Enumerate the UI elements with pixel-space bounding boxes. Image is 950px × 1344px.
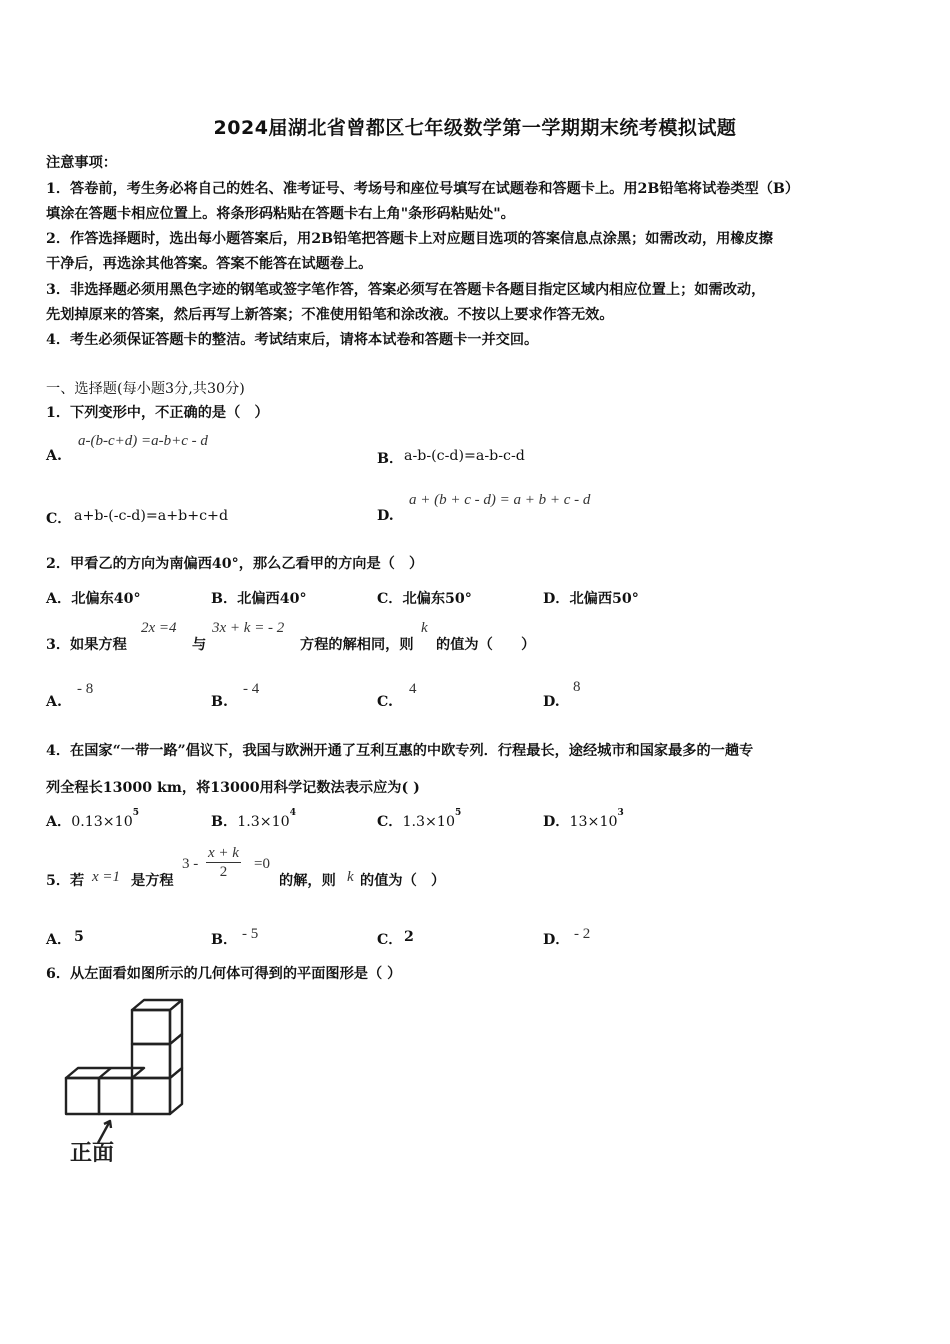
q3-equation-1: 2x =4	[141, 620, 177, 636]
notice-line: 先划掉原来的答案，然后再写上新答案；不准使用铅笔和涂改液。不按以上要求作答无效。	[46, 307, 614, 323]
cube-front-face	[66, 1078, 99, 1114]
q1-option-d-label: D.	[377, 508, 394, 524]
q5-option-b-value: - 5	[242, 926, 259, 942]
q4-option-b: B．$1.3\times 10^4$	[211, 808, 296, 830]
cube-side-face	[170, 1000, 182, 1044]
q3-connector: 与	[192, 637, 207, 653]
q4-option-a: A．$0.13\times 10^5$	[46, 808, 139, 830]
q1-option-d-math: a + (b + c - d) = a + b + c - d	[409, 492, 591, 508]
notice-heading: 注意事项：	[46, 155, 117, 171]
q3-option-a-label: A.	[46, 694, 62, 710]
q3-option-d-label: D.	[543, 694, 560, 710]
q3-suffix: 的值为（ ）	[436, 637, 536, 653]
q2-option-a: A．北偏东40°	[46, 591, 141, 607]
question-1-stem: 1．下列变形中，不正确的是（ ）	[46, 405, 269, 421]
q5-equation-left: 3 -	[182, 856, 199, 872]
q3-option-d-value: 8	[573, 679, 581, 695]
q5-fraction	[206, 844, 241, 881]
q5-option-b-label: B．	[211, 932, 238, 948]
q1-option-c-label: C．	[46, 511, 72, 527]
q1-option-a-math: a-(b-c+d) =a-b+c - d	[78, 433, 208, 449]
question-4-line-1: 4．在国家“一带一路”倡议下，我国与欧洲开通了互利互惠的中欧专列．行程最长，途经城市和国家最多的一趟专	[46, 743, 754, 759]
q5-middle: 是方程	[131, 873, 174, 889]
q1-option-c-text: a+b-(-c-d)=a+b+c+d	[74, 508, 229, 524]
q5-option-c-value: 2	[404, 929, 414, 945]
q3-variable: k	[421, 620, 428, 636]
q5-fraction-denominator: 2	[219, 864, 228, 880]
notice-line: 4．考生必须保证答题卡的整洁。考试结束后，请将本试卷和答题卡一并交回。	[46, 332, 539, 348]
question-2-stem: 2．甲看乙的方向为南偏西40°，那么乙看甲的方向是（ ）	[46, 556, 424, 572]
question-5-prefix: 5．若	[46, 873, 85, 889]
q1-option-a-label: A.	[46, 448, 62, 464]
q5-option-d-label: D．	[543, 932, 570, 948]
front-label: 正面	[70, 1141, 115, 1166]
notice-line: 3．非选择题必须用黑色字迹的钢笔或签字笔作答，答案必须写在答题卡各题目指定区域内相应位置上；如需改动，	[46, 282, 766, 298]
q2-option-b: B．北偏西40°	[211, 591, 307, 607]
q5-option-a-value: 5	[74, 929, 84, 945]
q3-option-b-label: B.	[211, 694, 228, 710]
notice-line: 填涂在答题卡相应位置上。将条形码粘贴在答题卡右上角"条形码粘贴处"。	[46, 206, 515, 222]
q3-option-b-value: - 4	[243, 681, 260, 697]
q2-option-d: D．北偏西50°	[543, 591, 639, 607]
question-6-stem: 6．从左面看如图所示的几何体可得到的平面图形是（ ）	[46, 966, 402, 982]
q5-option-d-value: - 2	[574, 926, 591, 942]
q5-suffix-b: 的值为（ ）	[360, 873, 446, 889]
q4-option-d: D．$13\times 10^3$	[543, 808, 624, 830]
q3-option-c-label: C.	[377, 694, 393, 710]
q4-option-c: C．$1.3\times 10^5$	[377, 808, 462, 830]
q1-option-b-text: a-b-(c-d)=a-b-c-d	[404, 448, 525, 464]
q5-equation-right: =0	[254, 856, 270, 872]
cube-front-face	[99, 1078, 132, 1114]
cube-front-face	[132, 1078, 170, 1114]
cube-stack-figure	[40, 995, 200, 1170]
question-4-line-2: 列全程长13000 km，将13000用科学记数法表示应为( )	[46, 780, 420, 796]
q3-option-a-value: - 8	[77, 681, 94, 697]
q5-option-a-label: A．	[46, 932, 72, 948]
notice-line: 2．作答选择题时，选出每小题答案后，用2B铅笔把答题卡上对应题目选项的答案信息点涂黑；如需改动，用橡皮擦	[46, 231, 773, 247]
question-3-prefix: 3．如果方程	[46, 637, 127, 653]
q5-option-c-label: C．	[377, 932, 403, 948]
cube-front-face	[132, 1010, 170, 1044]
q5-suffix-a: 的解，则	[279, 873, 336, 889]
cube-side-face	[170, 1068, 182, 1114]
cube-side-face	[170, 1034, 182, 1078]
notice-line: 干净后，再选涂其他答案。答案不能答在试题卷上。	[46, 256, 373, 272]
q2-option-c: C．北偏东50°	[377, 591, 472, 607]
q3-middle: 方程的解相同，则	[300, 637, 414, 653]
notice-line: 1．答卷前，考生务必将自己的姓名、准考证号、考场号和座位号填写在试题卷和答题卡上。用2B铅笔将试卷类型（B）	[46, 181, 800, 197]
page-title: 2024届湖北省曾都区七年级数学第一学期期末统考模拟试题	[213, 117, 737, 139]
q3-equation-2: 3x + k = - 2	[212, 620, 285, 636]
section-heading: 一、选择题(每小题3分,共30分)	[46, 381, 245, 397]
q5-condition: x =1	[92, 869, 121, 885]
q3-option-c-value: 4	[409, 681, 417, 697]
q5-fraction-numerator: x + k	[208, 845, 239, 861]
q5-variable: k	[347, 869, 354, 885]
q1-option-b-label: B．	[377, 451, 404, 467]
